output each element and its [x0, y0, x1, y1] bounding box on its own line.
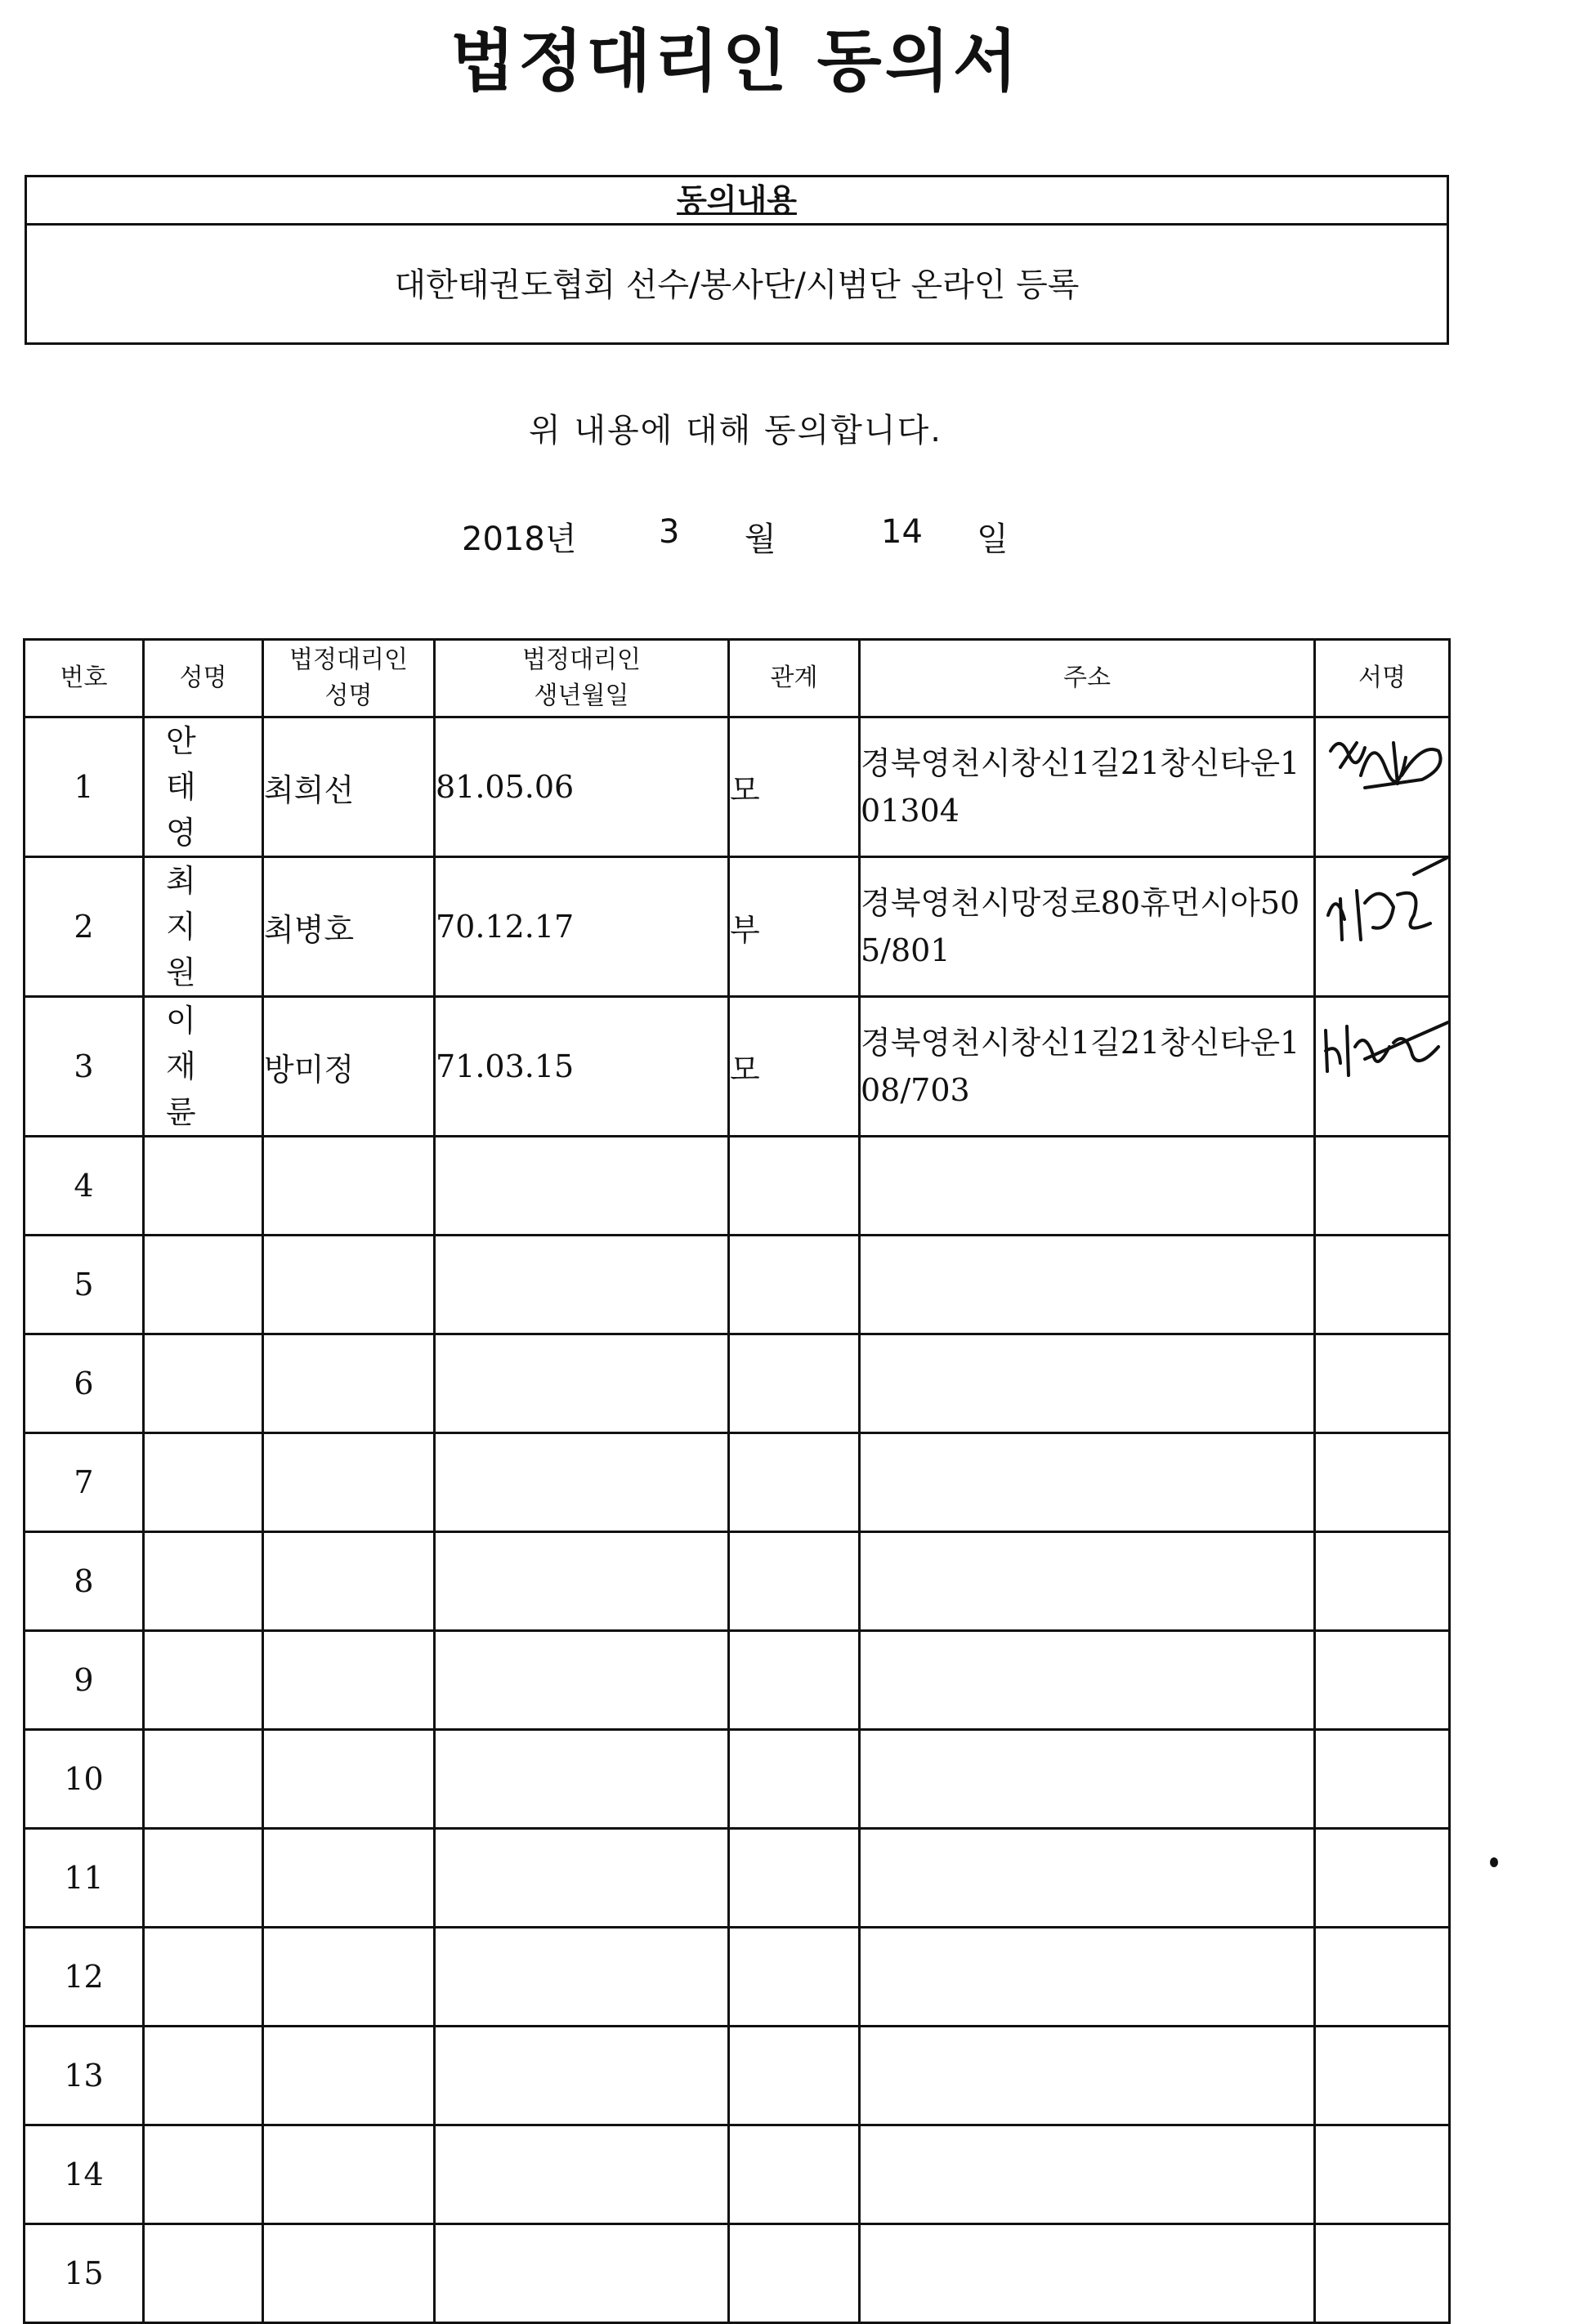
- date-month-label: 월: [745, 521, 776, 558]
- guardian-relation: [729, 1829, 860, 1928]
- signature-cell: [1315, 1334, 1450, 1433]
- guardian-relation: 모: [729, 717, 860, 857]
- row-number: 7: [25, 1433, 144, 1532]
- student-name: [144, 2125, 263, 2224]
- student-name: [144, 1137, 263, 1236]
- guardian-name: [263, 1532, 435, 1631]
- handwritten-signature: [1316, 858, 1451, 954]
- header-address: 주소: [860, 640, 1315, 717]
- guardian-address: [860, 1433, 1315, 1532]
- guardian-relation: [729, 2027, 860, 2125]
- student-name-line2: 영: [166, 815, 221, 851]
- date-year: 2018년: [462, 521, 577, 558]
- signature-cell: [1315, 997, 1450, 1137]
- guardian-dob: [435, 1236, 729, 1334]
- guardian-name: [263, 1829, 435, 1928]
- guardian-relation: [729, 2125, 860, 2224]
- header-guardian-name: [263, 640, 435, 717]
- guardian-address: [860, 2125, 1315, 2224]
- agreement-statement: 위 내용에 대해 동의합니다.: [529, 412, 942, 449]
- student-name: [144, 857, 263, 997]
- guardian-address: 경북영천시창신1길21창신타운101304: [860, 717, 1315, 857]
- guardian-address: [860, 2224, 1315, 2323]
- guardian-relation: [729, 2224, 860, 2323]
- guardian-name: 최병호: [263, 857, 435, 997]
- student-name: [144, 1730, 263, 1829]
- student-name: [144, 1829, 263, 1928]
- guardian-address: 경북영천시망정로80휴먼시아505/801: [860, 857, 1315, 997]
- table-row: [25, 1236, 1450, 1334]
- guardian-dob: [435, 2224, 729, 2323]
- date-day-label: 일: [977, 521, 1009, 558]
- student-name: [144, 2027, 263, 2125]
- row-number: 10: [25, 1730, 144, 1829]
- signature-cell: [1315, 1631, 1450, 1730]
- signature-cell: [1315, 2027, 1450, 2125]
- student-name: [144, 1532, 263, 1631]
- table-row: [25, 1631, 1450, 1730]
- signature-cell: [1315, 1730, 1450, 1829]
- table-row: [25, 1137, 1450, 1236]
- student-name-line2: 원: [166, 954, 221, 990]
- student-name: [144, 2224, 263, 2323]
- row-number: 13: [25, 2027, 144, 2125]
- header-name: 성명: [144, 640, 263, 717]
- guardian-address: [860, 1236, 1315, 1334]
- consent-content: 대한태권도협회 선수/봉사단/시범단 온라인 등록: [394, 266, 1080, 304]
- student-name: [144, 1236, 263, 1334]
- signature-cell: [1315, 1137, 1450, 1236]
- row-number: 1: [25, 717, 144, 857]
- guardian-name: [263, 1433, 435, 1532]
- table-row: [25, 717, 1450, 857]
- student-name: [144, 1631, 263, 1730]
- guardian-address: 경북영천시창신1길21창신타운108/703: [860, 997, 1315, 1137]
- guardian-address: [860, 2027, 1315, 2125]
- guardian-dob: [435, 2125, 729, 2224]
- guardian-name: [263, 2027, 435, 2125]
- student-name: [144, 1433, 263, 1532]
- guardian-dob: 71.03.15: [435, 997, 729, 1137]
- row-number: 12: [25, 1928, 144, 2027]
- guardian-dob: 70.12.17: [435, 857, 729, 997]
- table-row: [25, 1829, 1450, 1928]
- date-day: 14: [881, 513, 923, 551]
- student-name: [144, 717, 263, 857]
- guardian-dob: [435, 1532, 729, 1631]
- header-no: 번호: [25, 640, 144, 717]
- student-name: [144, 997, 263, 1137]
- document-title: 법정대리인 동의서: [450, 23, 1022, 101]
- guardian-address: [860, 1631, 1315, 1730]
- guardian-relation: [729, 1334, 860, 1433]
- guardian-address: [860, 1334, 1315, 1433]
- row-number: 14: [25, 2125, 144, 2224]
- table-row: [25, 1433, 1450, 1532]
- table-row: [25, 2125, 1450, 2224]
- consent-header: 동의내용: [27, 177, 1447, 226]
- row-number: 8: [25, 1532, 144, 1631]
- row-number: 6: [25, 1334, 144, 1433]
- handwritten-signature: [1316, 998, 1451, 1094]
- header-guardian-name-line2: 성명: [324, 682, 373, 710]
- row-number: 3: [25, 997, 144, 1137]
- signature-cell: [1315, 1236, 1450, 1334]
- guardian-relation: [729, 1236, 860, 1334]
- guardian-dob: [435, 2027, 729, 2125]
- guardian-address: [860, 1829, 1315, 1928]
- signature-cell: [1315, 1433, 1450, 1532]
- signature-cell: [1315, 2125, 1450, 2224]
- signature-cell: [1315, 1829, 1450, 1928]
- guardian-name: [263, 2125, 435, 2224]
- table-row: [25, 2224, 1450, 2323]
- guardian-dob: [435, 1631, 729, 1730]
- guardian-dob: [435, 1433, 729, 1532]
- date-month: 3: [659, 513, 680, 551]
- row-number: 9: [25, 1631, 144, 1730]
- guardian-dob: 81.05.06: [435, 717, 729, 857]
- guardian-name: [263, 1334, 435, 1433]
- guardian-name: [263, 1631, 435, 1730]
- student-name-line1: 최지: [166, 863, 221, 945]
- student-name-line1: 이재: [166, 1003, 221, 1084]
- header-guardian-dob-line1: 법정대리인: [522, 646, 641, 674]
- signature-cell: [1315, 857, 1450, 997]
- table-row: [25, 1928, 1450, 2027]
- header-signature: 서명: [1315, 640, 1450, 717]
- guardian-address: [860, 1137, 1315, 1236]
- guardian-name: [263, 1928, 435, 2027]
- table-row: [25, 1730, 1450, 1829]
- signature-cell: [1315, 717, 1450, 857]
- guardian-address: [860, 1928, 1315, 2027]
- guardian-name: [263, 1730, 435, 1829]
- student-name: [144, 1928, 263, 2027]
- row-number: 5: [25, 1236, 144, 1334]
- student-name-line1: 안태: [166, 723, 221, 805]
- guardian-address: [860, 1730, 1315, 1829]
- guardian-relation: 모: [729, 997, 860, 1137]
- handwritten-signature: [1316, 718, 1451, 815]
- guardian-name: [263, 2224, 435, 2323]
- guardian-relation: [729, 1928, 860, 2027]
- guardian-dob: [435, 1137, 729, 1236]
- guardian-relation: [729, 1137, 860, 1236]
- signature-cell: [1315, 1928, 1450, 2027]
- guardian-address: [860, 1532, 1315, 1631]
- guardian-dob: [435, 1730, 729, 1829]
- guardian-dob: [435, 1334, 729, 1433]
- table-row: [25, 1532, 1450, 1631]
- header-guardian-dob-line2: 생년월일: [534, 682, 629, 710]
- guardian-dob: [435, 1829, 729, 1928]
- guardian-table: [23, 638, 1451, 2324]
- row-number: 15: [25, 2224, 144, 2323]
- signature-cell: [1315, 1532, 1450, 1631]
- guardian-name: [263, 1236, 435, 1334]
- guardian-dob: [435, 1928, 729, 2027]
- row-number: 4: [25, 1137, 144, 1236]
- row-number: 11: [25, 1829, 144, 1928]
- table-row: [25, 857, 1450, 997]
- guardian-name: [263, 1137, 435, 1236]
- header-relation: 관계: [729, 640, 860, 717]
- student-name-line2: 륜: [166, 1094, 221, 1130]
- guardian-relation: 부: [729, 857, 860, 997]
- guardian-relation: [729, 1730, 860, 1829]
- table-row: [25, 2027, 1450, 2125]
- guardian-relation: [729, 1631, 860, 1730]
- header-guardian-name-line1: 법정대리인: [289, 646, 408, 674]
- guardian-relation: [729, 1433, 860, 1532]
- table-row: [25, 997, 1450, 1137]
- guardian-name: 최희선: [263, 717, 435, 857]
- scan-speck: [1490, 1857, 1498, 1867]
- signature-cell: [1315, 2224, 1450, 2323]
- guardian-relation: [729, 1532, 860, 1631]
- table-row: [25, 1334, 1450, 1433]
- row-number: 2: [25, 857, 144, 997]
- header-guardian-dob: [435, 640, 729, 717]
- guardian-name: 방미정: [263, 997, 435, 1137]
- table-header-row: [25, 640, 1450, 717]
- consent-box: [25, 175, 1449, 345]
- student-name: [144, 1334, 263, 1433]
